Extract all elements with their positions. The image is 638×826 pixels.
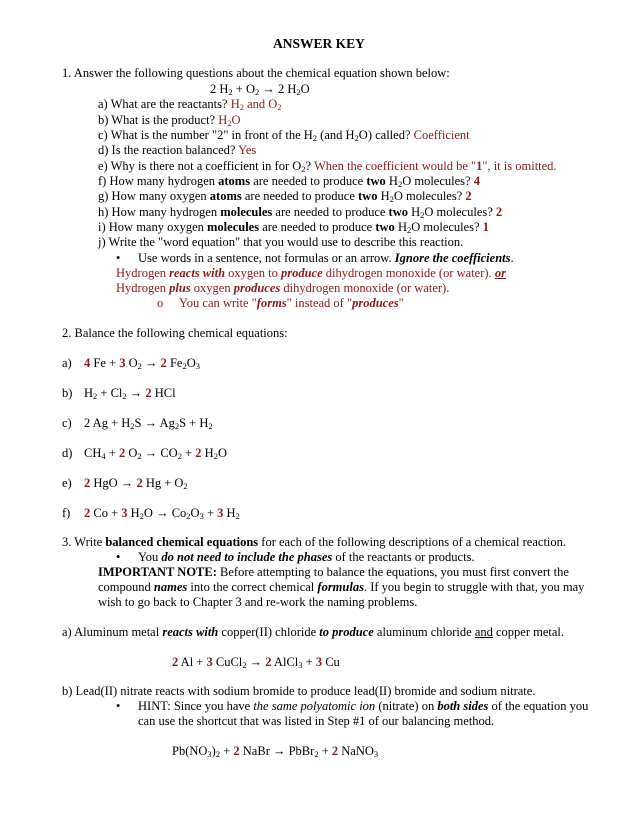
q3a-description: a) Aluminum metal reacts with copper(II) chloride to produce aluminum chloride and copper metal.	[62, 625, 565, 639]
q2b: b) $H_2 + Cl_2 \to 2$ HCl	[62, 386, 176, 401]
q3b-hint-1: • HINT: Since you have the same polyatomic ion (nitrate) on both sides of the equation you	[116, 699, 589, 713]
q1c: c) What is the number "2" in front of the $H_2$ (and $H_2O$) called? Coefficient	[98, 128, 470, 143]
q1f: f) How many hydrogen atoms are needed to produce two $H_2O$ molecules? 4	[98, 174, 480, 189]
q1g: g) How many oxygen atoms are needed to produce two $H_2O$ molecules? 2	[98, 189, 472, 204]
q3b-description: b) Lead(II) nitrate reacts with sodium bromide to produce lead(II) bromide and sodium nitrate.	[62, 684, 536, 698]
q3a-equation: 2 Al + 3 CuCl$_2$ → 2 AlCl$_3$ + 3 Cu	[172, 655, 340, 670]
q2-prompt: 2. Balance the following chemical equations:	[62, 326, 288, 340]
q1-equation: 2 $H_2 + O_2 \to 2$ $H_2O$	[210, 82, 310, 97]
q3-note-1: IMPORTANT NOTE: Before attempting to balance the equations, you must first convert the	[98, 565, 569, 579]
q3-prompt: 3. Write balanced chemical equations for each of the following descriptions of a chemical reaction.	[62, 535, 567, 549]
q3b-equation: $Pb(NO_3)_2 + 2$ NaBr → PbBr$_2$ + 2 NaNO$_3$	[172, 744, 379, 759]
q3-note-3: wish to go back to Chapter 3 and re-work the naming problems.	[98, 595, 418, 609]
q3b-hint-2: can use the shortcut that was listed in Step #1 of our balancing method.	[138, 714, 495, 728]
q1j-answer-2: Hydrogen plus oxygen produces dihydrogen monoxide (or water).	[116, 281, 450, 295]
q1i: i) How many oxygen molecules are needed to produce two $H_2O$ molecules? 1	[98, 220, 489, 235]
q2c: c) 2 $Ag + H_2S \to Ag_2S + H_2$	[62, 416, 213, 431]
q3-note-2: compound names into the correct chemical formulas. If you begin to struggle with that, you may	[98, 580, 585, 594]
q2a: a) 4 Fe + 3 $O_2 \to 2$ $Fe_2O_3$	[62, 356, 200, 371]
q1e: e) Why is there not a coefficient in for $O_2$? When the coefficient would be "1", it is omitted.	[98, 159, 557, 174]
q1j-answer-1: Hydrogen reacts with oxygen to produce dihydrogen monoxide (or water). or	[116, 266, 506, 280]
page-title: ANSWER KEY	[273, 36, 365, 51]
q1j-bullet: • Use words in a sentence, not formulas or an arrow. Ignore the coefficients.	[116, 251, 514, 265]
q2f: f) 2 Co + 3 $H_2O \to Co_2O_3 + 3$ $H_2$	[62, 506, 240, 521]
q1a: a) What are the reactants? $H_2$ and $O_2$	[98, 97, 282, 112]
q1d: d) Is the reaction balanced? Yes	[98, 143, 257, 157]
q1j: j) Write the "word equation" that you would use to describe this reaction.	[98, 235, 464, 249]
q2e: e) 2 HgO → 2 $Hg + O_2$	[62, 476, 188, 491]
q1-prompt: 1. Answer the following questions about the chemical equation shown below:	[62, 66, 450, 80]
q2d: d) $CH_4 + 2$ $O_2 \to CO_2 + 2$ $H_2O$	[62, 446, 227, 461]
q3-bullet: • You do not need to include the phases of the reactants or products.	[116, 550, 475, 564]
q1j-sub-bullet: o You can write "forms" instead of "produces"	[157, 296, 404, 310]
q1h: h) How many hydrogen molecules are needed to produce two $H_2O$ molecules? 2	[98, 205, 503, 220]
q1b: b) What is the product? $H_2O$	[98, 113, 241, 128]
